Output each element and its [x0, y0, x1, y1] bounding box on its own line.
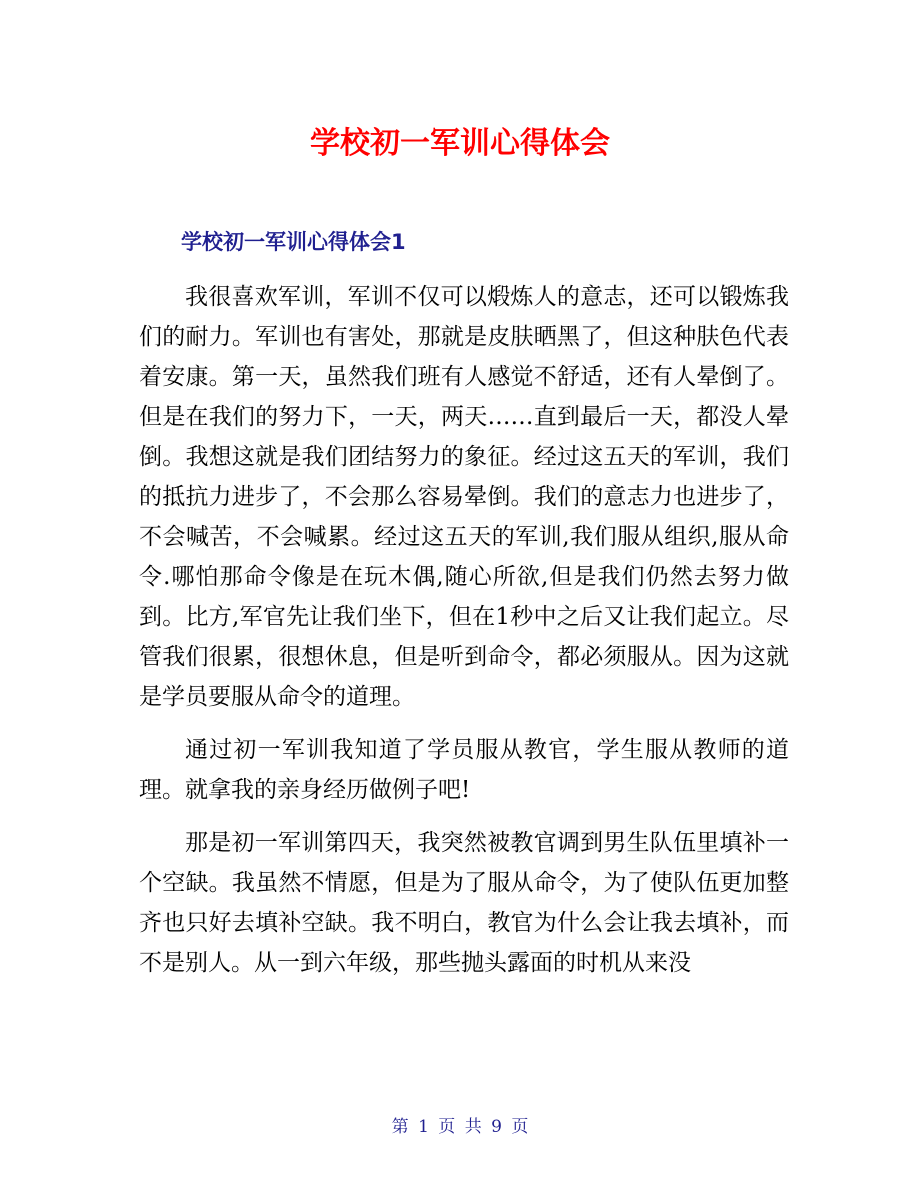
document-title: 学校初一军训心得体会	[310, 126, 610, 161]
document-body	[139, 277, 789, 983]
paragraph-1: 我很喜欢军训，军训不仅可以煅炼人的意志，还可以锻炼我们的耐力。军训也有害处，那就是皮肤晒黑了，但这种肤色代表着安康。第一天，虽然我们班有人感觉不舒适，还有人晕倒了。但是在我们的努力下，一天，两天……直到最后一天，都没人晕倒。我想这就是我们团结努力的象征。经过这五天的军训，我们的抵抗力进步了，不会那么容易晕倒。我们的意志力也进步了，不会喊苦，不会喊累。经过这五天的军训,我们服从组织,服从命令.哪怕那命令像是在玩木偶,随心所欲,但是我们仍然去努力做到。比方,军官先让我们坐下，但在1秒中之后又让我们起立。尽管我们很累，很想休息，但是听到命令，都必须服从。因为这就是学员要服从命令的道理。	[139, 284, 789, 710]
page-number-footer: 第 1 页 共 9 页	[391, 1117, 529, 1137]
section-heading: 学校初一军训心得体会1	[181, 230, 406, 254]
paragraph-3: 那是初一军训第四天，我突然被教官调到男生队伍里填补一个空缺。我虽然不情愿，但是为了服从命令，为了使队伍更加整齐也只好去填补空缺。我不明白，教官为什么会让我去填补，而不是别人。从一到六年级，那些抛头露面的时机从来没	[139, 830, 789, 976]
paragraph-2: 通过初一军训我知道了学员服从教官，学生服从教师的道理。就拿我的亲身经历做例子吧!	[139, 737, 789, 803]
